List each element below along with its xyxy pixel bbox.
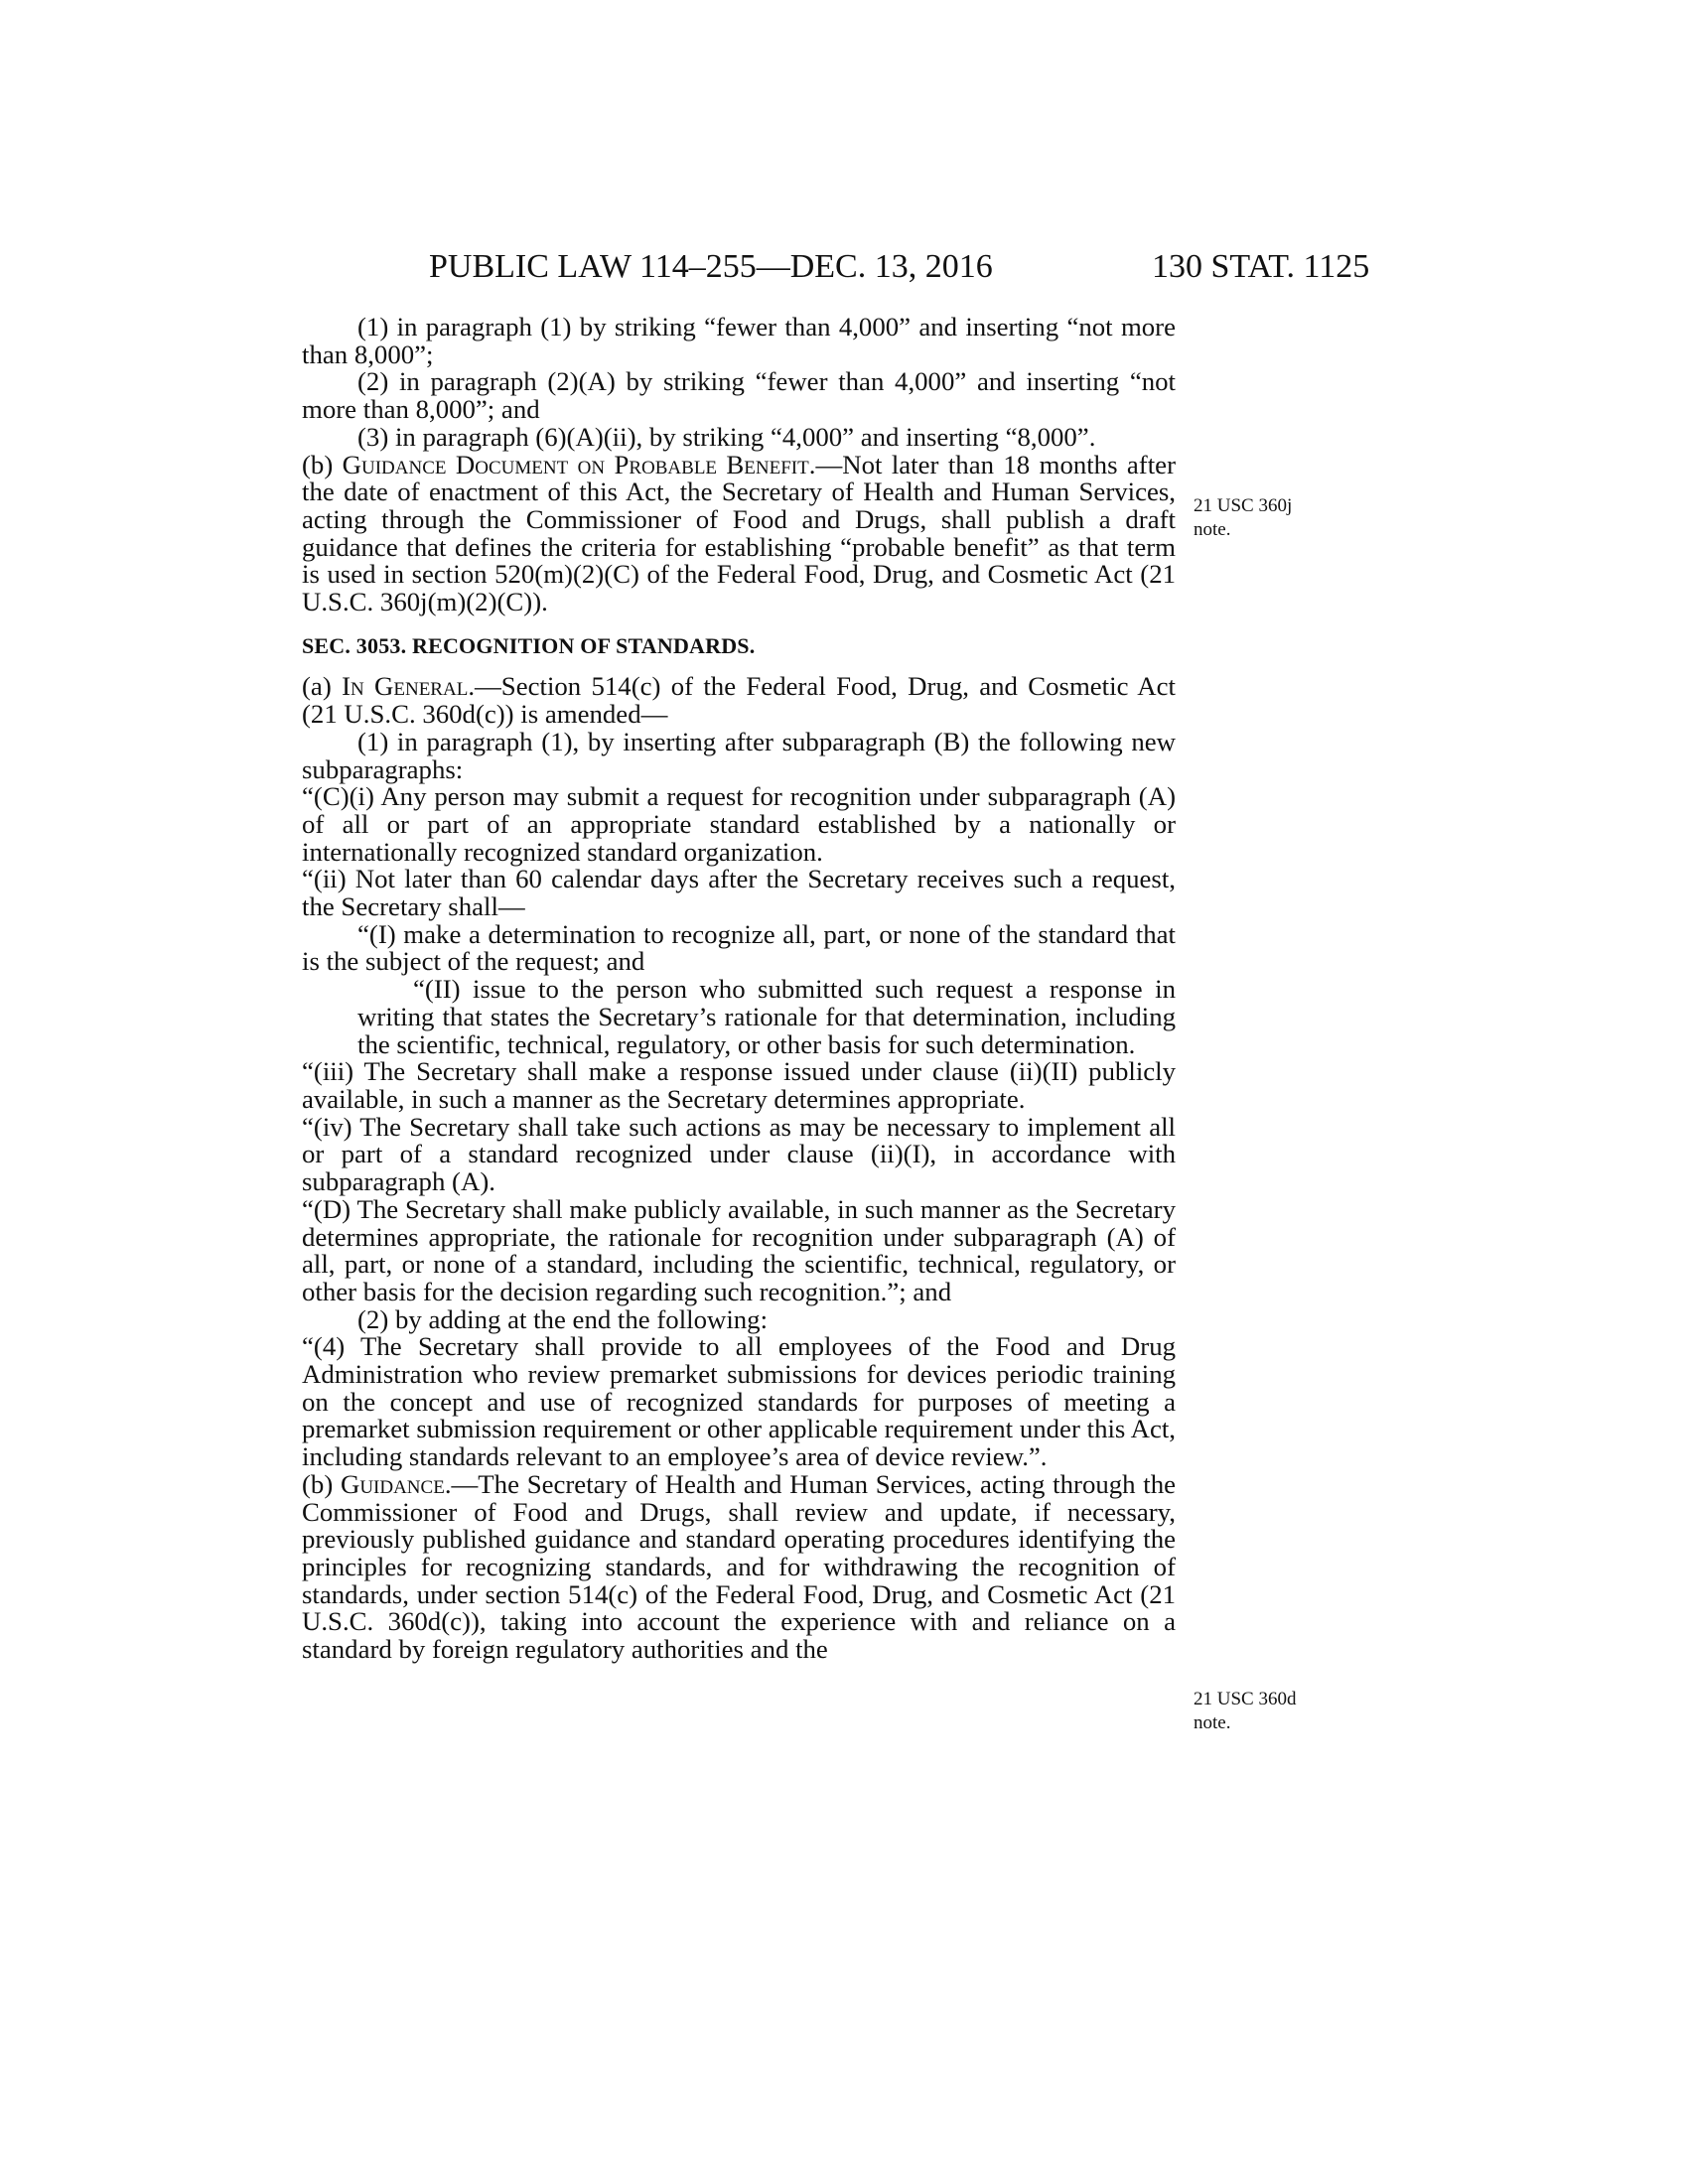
page-header-right: 130 STAT. 1125 xyxy=(1152,248,1370,285)
paragraph-9: “(I) make a determination to recognize all, part, or none of the standard that is the subject of the request; and xyxy=(302,918,1176,977)
subsection-heading: Guidance xyxy=(340,1468,445,1499)
subsection-label: (b) xyxy=(302,1468,341,1499)
paragraph-guidance xyxy=(302,1468,1176,1665)
subsection-heading: In General xyxy=(342,671,469,702)
page-header-left: PUBLIC LAW 114–255—DEC. 13, 2016 xyxy=(429,248,993,285)
paragraph-8: “(ii) Not later than 60 calendar days after the Secretary receives such a request, the Secretary shall— xyxy=(302,864,1176,922)
paragraph-3: (3) in paragraph (6)(A)(ii), by striking “4,000” and inserting “8,000”. xyxy=(357,421,1096,452)
paragraph-7: “(C)(i) Any person may submit a request for recognition under subparagraph (A) of all or part of an appropriate standard established by a nationally or internationally recognized standard organization. xyxy=(302,781,1176,867)
paragraph-15: “(4) The Secretary shall provide to all employees of the Food and Drug Administration who review premarket submissions for devices periodic training on the concept and use of recognized standards for purposes of meeting a premarket submission requirement or other applicable requirement under this Act, including standards relevant to an employee’s area of device review.”. xyxy=(302,1331,1176,1472)
subsection-heading: Guidance Document on Probable Benefit xyxy=(342,449,809,479)
margin-note-360d xyxy=(1194,1688,1296,1735)
margin-note-360j xyxy=(1194,494,1292,542)
margin-note-line: 21 USC 360d xyxy=(1194,1689,1297,1709)
law-body-text xyxy=(302,314,1176,1664)
paragraph-14: (2) by adding at the end the following: xyxy=(357,1303,769,1334)
section-heading: SEC. 3053. RECOGNITION OF STANDARDS. xyxy=(302,632,756,658)
paragraph-in-general xyxy=(302,673,1176,728)
paragraph-10: “(II) issue to the person who submitted such request a response in writing that states the Secretary’s rationale for that determination, including the scientific, technical, regulatory, or other basis for such determination. xyxy=(357,974,1176,1059)
paragraph-6: (1) in paragraph (1), by inserting after subparagraph (B) the following new subparagraphs: xyxy=(302,726,1176,784)
margin-note-line: note. xyxy=(1194,519,1231,540)
margin-note-line: note. xyxy=(1194,1712,1231,1733)
paragraph-12: “(iv) The Secretary shall take such actions as may be necessary to implement all or part of a standard recognized under clause (ii)(I), in accordance with subparagraph (A). xyxy=(302,1111,1176,1197)
paragraph-2: (2) in paragraph (2)(A) by striking “fewer than 4,000” and inserting “not more than 8,000”; and xyxy=(302,366,1176,425)
subsection-label: (b) xyxy=(302,449,343,479)
paragraph-11: “(iii) The Secretary shall make a response issued under clause (ii)(II) publicly available, in such a manner as the Secretary determines appropriate. xyxy=(302,1056,1176,1114)
subsection-text: .—Not later than 18 months after the date of enactment of this Act, the Secretary of Health and Human Services, acting through the Commissioner of Food and Drugs, shall publish a draft guidance that defines the criteria for establishing “probable benefit” as that term is used in section 520(m)(2)(C) of the Federal Food, Drug, and Cosmetic Act (21 U.S.C. 360j(m)(2)(C)). xyxy=(302,449,1176,617)
paragraph-1: (1) in paragraph (1) by striking “fewer than 4,000” and inserting “not more than 8,000”; xyxy=(302,312,1176,369)
paragraph-13: “(D) The Secretary shall make publicly available, in such manner as the Secretary determines appropriate, the rationale for recognition under subparagraph (A) of all, part, or none of a standard, including the scientific, technical, regulatory, or other basis for the decision regarding such recognition.”; and xyxy=(302,1193,1176,1306)
subsection-text: .—The Secretary of Health and Human Services, acting through the Commissioner of Food and Drugs, shall review and update, if necessary, previously published guidance and standard operating procedures identifying the principles for recognizing standards, and for withdrawing the recognition of standards, under section 514(c) of the Federal Food, Drug, and Cosmetic Act (21 U.S.C. 360d(c)), taking into account the experience with and reliance on a standard by foreign regulatory authorities and the xyxy=(302,1468,1176,1665)
subsection-label: (a) xyxy=(302,671,343,702)
margin-note-line: 21 USC 360j xyxy=(1194,495,1293,516)
paragraph-probable-benefit xyxy=(302,449,1176,617)
subsection-text: .—Section 514(c) of the Federal Food, Drug, and Cosmetic Act (21 U.S.C. 360d(c)) is amended— xyxy=(302,671,1176,730)
